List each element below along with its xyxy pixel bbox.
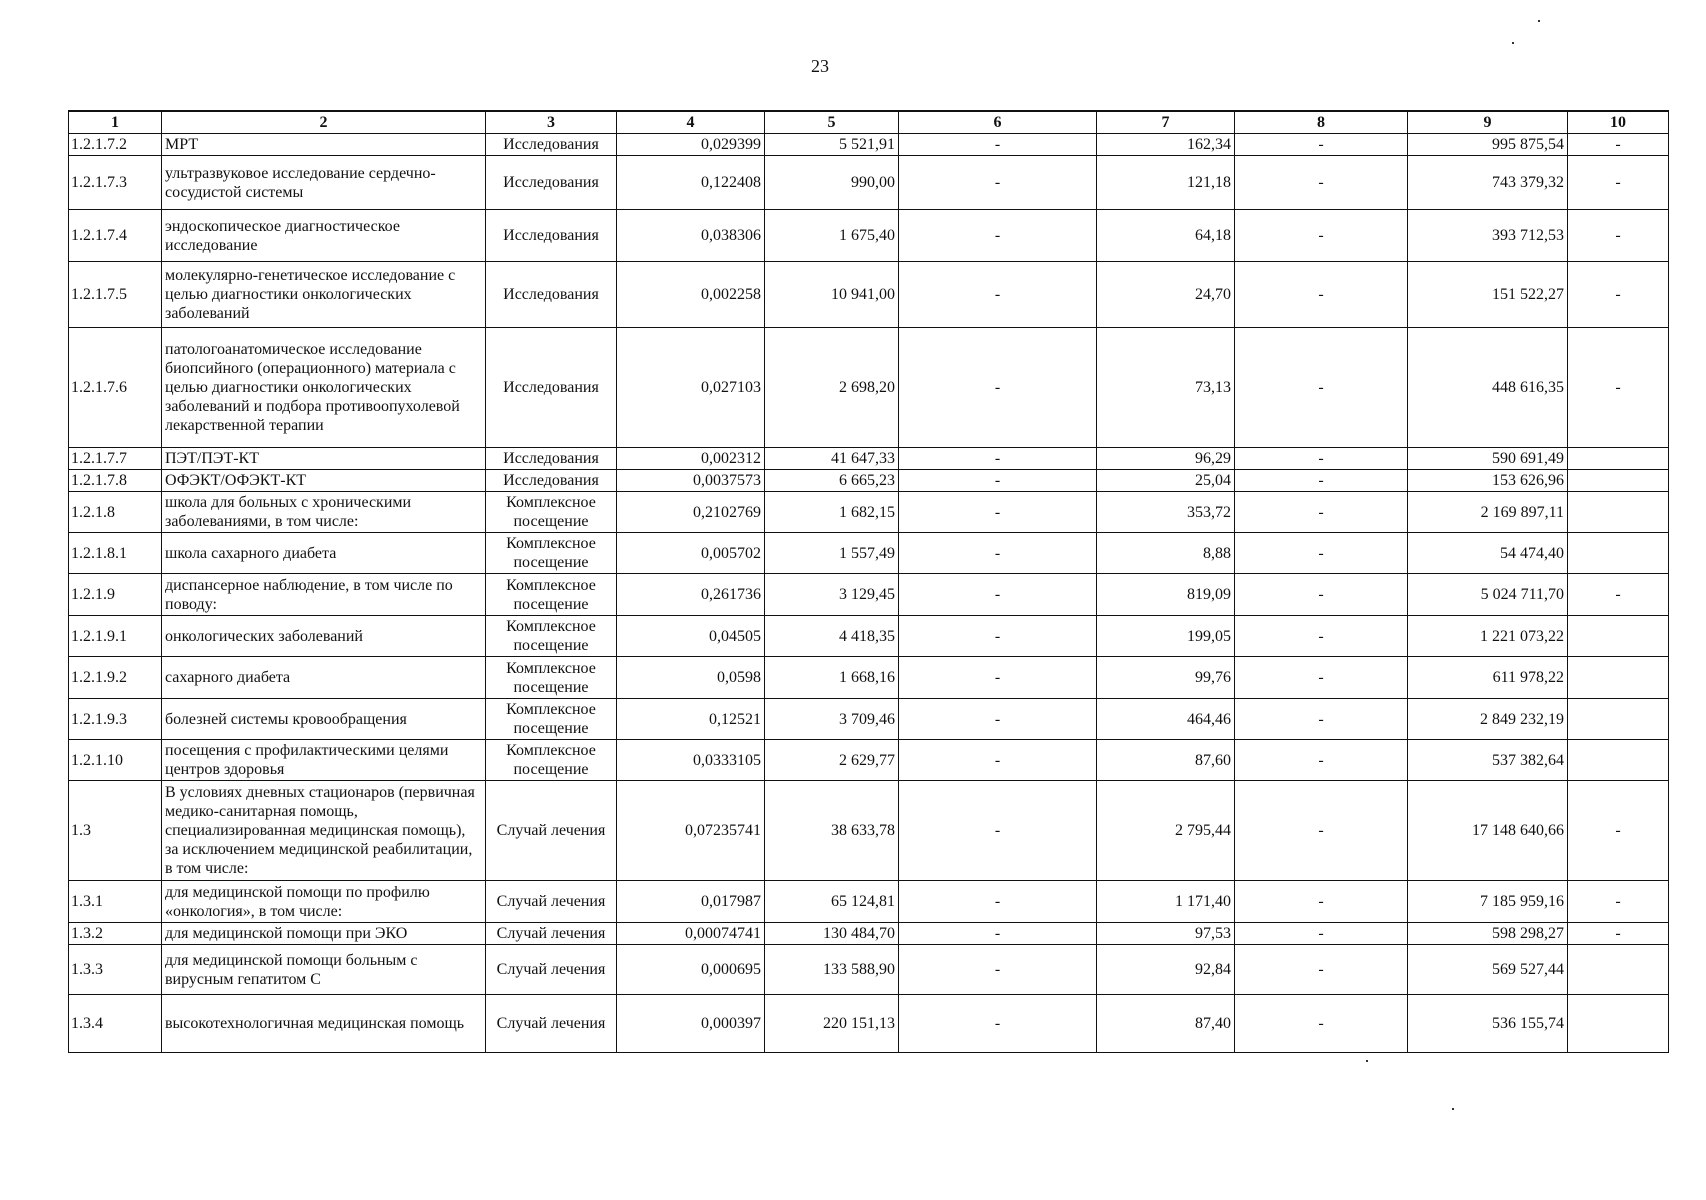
row-value-7: 64,18 [1097,210,1235,262]
table-row [69,492,1669,533]
row-code: 1.3 [69,781,162,881]
row-code: 1.2.1.10 [69,740,162,781]
row-unit: Случай лечения [486,781,617,881]
row-value-10: - [1568,923,1669,945]
column-header: 2 [162,111,486,134]
row-value-8: - [1235,210,1408,262]
row-value-10: - [1568,574,1669,616]
row-value-5: 133 588,90 [765,945,899,995]
row-unit: Комплексное посещение [486,740,617,781]
column-header: 1 [69,111,162,134]
row-value-4: 0,07235741 [617,781,765,881]
row-value-8: - [1235,262,1408,328]
column-header: 4 [617,111,765,134]
row-value-7: 73,13 [1097,328,1235,448]
scan-speck [1452,1108,1454,1110]
page-number: 23 [811,56,829,76]
row-name: высокотехнологичная медицинская помощь [162,995,486,1053]
row-value-9: 5 024 711,70 [1408,574,1568,616]
row-value-4: 0,0037573 [617,470,765,492]
row-value-9: 7 185 959,16 [1408,881,1568,923]
row-value-9: 995 875,54 [1408,134,1568,156]
row-value-6: - [899,533,1097,574]
row-unit: Исследования [486,156,617,210]
row-value-4: 0,000695 [617,945,765,995]
row-value-5: 5 521,91 [765,134,899,156]
row-unit: Комплексное посещение [486,657,617,699]
row-value-6: - [899,699,1097,740]
row-code: 1.2.1.8.1 [69,533,162,574]
row-value-7: 25,04 [1097,470,1235,492]
row-unit: Случай лечения [486,881,617,923]
row-value-9: 17 148 640,66 [1408,781,1568,881]
row-value-6: - [899,156,1097,210]
row-value-4: 0,0598 [617,657,765,699]
row-value-8: - [1235,740,1408,781]
row-value-10: - [1568,881,1669,923]
row-value-7: 1 171,40 [1097,881,1235,923]
row-name: школа сахарного диабета [162,533,486,574]
row-name: молекулярно-генетическое исследование с целью диагностики онкологических заболеваний [162,262,486,328]
row-value-4: 0,122408 [617,156,765,210]
row-value-4: 0,04505 [617,616,765,657]
row-value-6: - [899,134,1097,156]
row-name: болезней системы кровообращения [162,699,486,740]
row-value-4: 0,261736 [617,574,765,616]
row-value-8: - [1235,781,1408,881]
table-row [69,134,1669,156]
scan-speck [1512,42,1514,44]
column-header: 8 [1235,111,1408,134]
row-value-4: 0,002258 [617,262,765,328]
row-value-4: 0,017987 [617,881,765,923]
table-row [69,210,1669,262]
row-name: диспансерное наблюдение, в том числе по поводу: [162,574,486,616]
row-value-8: - [1235,574,1408,616]
row-value-7: 87,60 [1097,740,1235,781]
header-row [69,111,1669,134]
row-value-6: - [899,616,1097,657]
row-name: ультразвуковое исследование сердечно-сосудистой системы [162,156,486,210]
row-value-5: 3 709,46 [765,699,899,740]
row-value-4: 0,000397 [617,995,765,1053]
table-row [69,781,1669,881]
row-unit: Комплексное посещение [486,574,617,616]
row-value-5: 1 668,16 [765,657,899,699]
table-row [69,156,1669,210]
row-unit: Случай лечения [486,995,617,1053]
table-row [69,533,1669,574]
column-header: 10 [1568,111,1669,134]
row-value-10 [1568,448,1669,470]
row-value-9: 448 616,35 [1408,328,1568,448]
row-unit: Случай лечения [486,923,617,945]
row-code: 1.2.1.7.6 [69,328,162,448]
row-value-4: 0,00074741 [617,923,765,945]
row-value-9: 569 527,44 [1408,945,1568,995]
row-value-7: 8,88 [1097,533,1235,574]
row-name: эндоскопическое диагностическое исследование [162,210,486,262]
row-value-8: - [1235,156,1408,210]
row-name: ПЭТ/ПЭТ-КТ [162,448,486,470]
row-value-5: 1 682,15 [765,492,899,533]
row-code: 1.2.1.9 [69,574,162,616]
row-value-4: 0,038306 [617,210,765,262]
row-value-10 [1568,657,1669,699]
row-value-7: 199,05 [1097,616,1235,657]
row-value-5: 65 124,81 [765,881,899,923]
row-value-6: - [899,470,1097,492]
table-row [69,262,1669,328]
row-value-5: 4 418,35 [765,616,899,657]
row-value-8: - [1235,995,1408,1053]
row-value-8: - [1235,616,1408,657]
table-row [69,881,1669,923]
row-code: 1.2.1.7.2 [69,134,162,156]
row-value-6: - [899,210,1097,262]
row-code: 1.2.1.7.7 [69,448,162,470]
row-unit: Исследования [486,448,617,470]
row-value-8: - [1235,945,1408,995]
tariff-table [68,110,1669,1053]
row-value-4: 0,027103 [617,328,765,448]
row-value-7: 121,18 [1097,156,1235,210]
row-code: 1.2.1.9.3 [69,699,162,740]
table-row [69,945,1669,995]
table-row [69,328,1669,448]
row-value-9: 2 169 897,11 [1408,492,1568,533]
column-header: 3 [486,111,617,134]
row-value-7: 162,34 [1097,134,1235,156]
row-value-6: - [899,923,1097,945]
row-value-9: 536 155,74 [1408,995,1568,1053]
row-value-5: 38 633,78 [765,781,899,881]
row-value-6: - [899,740,1097,781]
row-value-8: - [1235,699,1408,740]
row-name: для медицинской помощи по профилю «онкология», в том числе: [162,881,486,923]
row-value-5: 3 129,45 [765,574,899,616]
row-value-9: 2 849 232,19 [1408,699,1568,740]
row-unit: Комплексное посещение [486,492,617,533]
row-value-10 [1568,699,1669,740]
row-unit: Исследования [486,470,617,492]
row-value-10 [1568,616,1669,657]
row-code: 1.2.1.7.5 [69,262,162,328]
row-value-4: 0,002312 [617,448,765,470]
column-header: 7 [1097,111,1235,134]
row-code: 1.3.3 [69,945,162,995]
row-value-8: - [1235,134,1408,156]
column-header: 6 [899,111,1097,134]
row-unit: Комплексное посещение [486,616,617,657]
row-unit: Исследования [486,328,617,448]
row-value-5: 1 557,49 [765,533,899,574]
row-value-6: - [899,574,1097,616]
row-code: 1.2.1.7.8 [69,470,162,492]
row-value-4: 0,2102769 [617,492,765,533]
row-value-5: 2 698,20 [765,328,899,448]
table-row [69,995,1669,1053]
row-value-10 [1568,995,1669,1053]
row-value-5: 41 647,33 [765,448,899,470]
row-name: посещения с профилактическими целями центров здоровья [162,740,486,781]
scan-speck [1366,1060,1368,1062]
row-value-7: 24,70 [1097,262,1235,328]
row-name: патологоанатомическое исследование биопсийного (операционного) материала с целью диагностики онкологических заболеваний и подбора противоопухолевой лекарственной терапии [162,328,486,448]
row-value-8: - [1235,657,1408,699]
row-value-10 [1568,470,1669,492]
row-code: 1.2.1.9.2 [69,657,162,699]
row-code: 1.3.1 [69,881,162,923]
row-value-10 [1568,492,1669,533]
row-unit: Исследования [486,210,617,262]
row-value-8: - [1235,533,1408,574]
row-value-6: - [899,881,1097,923]
row-value-6: - [899,945,1097,995]
row-value-6: - [899,995,1097,1053]
row-value-6: - [899,262,1097,328]
row-value-6: - [899,448,1097,470]
row-value-9: 611 978,22 [1408,657,1568,699]
row-value-6: - [899,657,1097,699]
row-value-10: - [1568,328,1669,448]
row-unit: Исследования [486,134,617,156]
row-value-8: - [1235,328,1408,448]
row-value-10: - [1568,134,1669,156]
row-value-5: 10 941,00 [765,262,899,328]
row-name: сахарного диабета [162,657,486,699]
row-value-7: 99,76 [1097,657,1235,699]
row-value-5: 130 484,70 [765,923,899,945]
row-value-7: 96,29 [1097,448,1235,470]
row-value-10: - [1568,262,1669,328]
row-value-5: 1 675,40 [765,210,899,262]
row-name: школа для больных с хроническими заболеваниями, в том числе: [162,492,486,533]
row-value-10 [1568,740,1669,781]
row-value-9: 151 522,27 [1408,262,1568,328]
row-value-8: - [1235,492,1408,533]
row-value-4: 0,029399 [617,134,765,156]
row-value-5: 6 665,23 [765,470,899,492]
row-value-7: 2 795,44 [1097,781,1235,881]
table-row [69,574,1669,616]
table-row [69,923,1669,945]
row-value-7: 92,84 [1097,945,1235,995]
row-value-9: 743 379,32 [1408,156,1568,210]
row-value-10: - [1568,156,1669,210]
row-value-10 [1568,533,1669,574]
table-row [69,657,1669,699]
row-value-7: 353,72 [1097,492,1235,533]
row-value-7: 464,46 [1097,699,1235,740]
column-header: 5 [765,111,899,134]
row-value-8: - [1235,470,1408,492]
row-unit: Случай лечения [486,945,617,995]
row-value-8: - [1235,923,1408,945]
table-row [69,470,1669,492]
row-name: МРТ [162,134,486,156]
row-value-7: 819,09 [1097,574,1235,616]
row-value-6: - [899,492,1097,533]
table-row [69,699,1669,740]
row-unit: Комплексное посещение [486,699,617,740]
row-name: для медицинской помощи при ЭКО [162,923,486,945]
row-value-5: 220 151,13 [765,995,899,1053]
row-value-5: 990,00 [765,156,899,210]
table-row [69,448,1669,470]
row-value-9: 153 626,96 [1408,470,1568,492]
row-name: В условиях дневных стационаров (первичная медико-санитарная помощь, специализированная медицинская помощь), за исключением медицинской реабилитации, в том числе: [162,781,486,881]
row-value-6: - [899,328,1097,448]
column-header: 9 [1408,111,1568,134]
row-code: 1.2.1.7.4 [69,210,162,262]
row-value-10 [1568,945,1669,995]
row-code: 1.2.1.7.3 [69,156,162,210]
row-value-7: 87,40 [1097,995,1235,1053]
row-value-10: - [1568,210,1669,262]
row-code: 1.3.2 [69,923,162,945]
row-name: онкологических заболеваний [162,616,486,657]
row-code: 1.2.1.9.1 [69,616,162,657]
row-value-9: 598 298,27 [1408,923,1568,945]
row-value-10: - [1568,781,1669,881]
row-value-5: 2 629,77 [765,740,899,781]
table-body [69,134,1669,1053]
row-value-8: - [1235,881,1408,923]
table-row [69,740,1669,781]
row-value-8: - [1235,448,1408,470]
row-value-9: 54 474,40 [1408,533,1568,574]
row-unit: Комплексное посещение [486,533,617,574]
row-value-4: 0,0333105 [617,740,765,781]
row-code: 1.2.1.8 [69,492,162,533]
row-value-9: 537 382,64 [1408,740,1568,781]
row-value-6: - [899,781,1097,881]
row-unit: Исследования [486,262,617,328]
scan-speck [1538,20,1540,22]
row-name: ОФЭКТ/ОФЭКТ-КТ [162,470,486,492]
row-name: для медицинской помощи больным с вирусным гепатитом С [162,945,486,995]
row-value-4: 0,005702 [617,533,765,574]
row-value-9: 590 691,49 [1408,448,1568,470]
row-value-9: 393 712,53 [1408,210,1568,262]
table-row [69,616,1669,657]
row-value-4: 0,12521 [617,699,765,740]
row-code: 1.3.4 [69,995,162,1053]
row-value-7: 97,53 [1097,923,1235,945]
row-value-9: 1 221 073,22 [1408,616,1568,657]
